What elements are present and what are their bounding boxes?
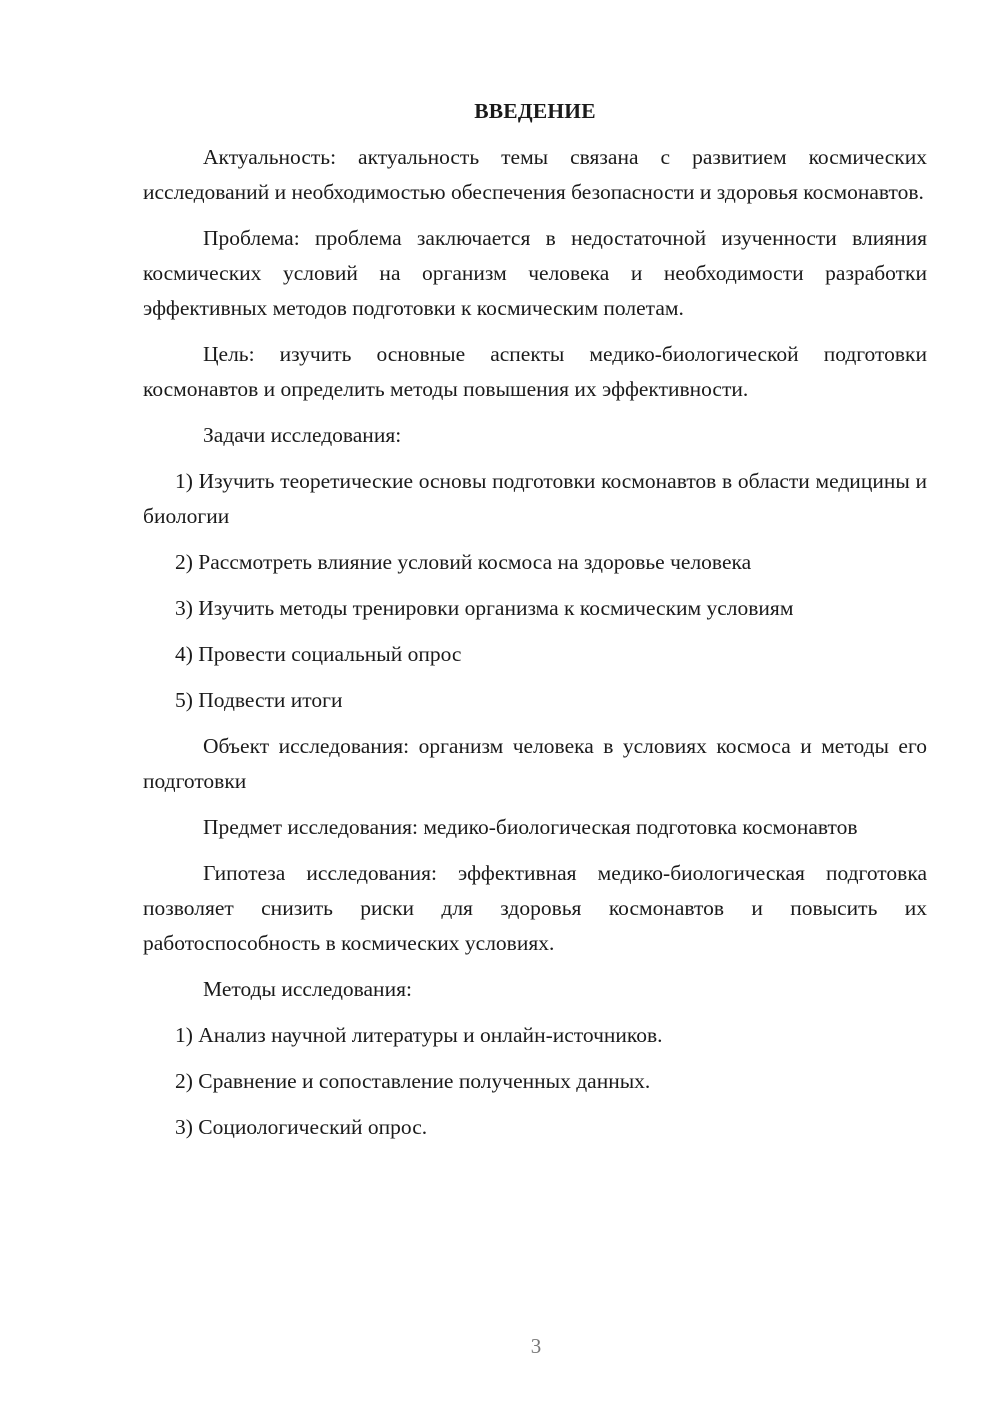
page-content xyxy=(143,94,927,1156)
method-item-3: 3) Социологический опрос. xyxy=(175,1115,428,1139)
method-item-1: 1) Анализ научной литературы и онлайн-источников. xyxy=(175,1023,663,1047)
task-item-5: 5) Подвести итоги xyxy=(175,688,343,712)
page-number: 3 xyxy=(530,1334,542,1358)
paragraph-problem: Проблема: проблема заключается в недостаточной изученности влияния космических условий на организм человека и необходимости разработки эффективных методов подготовки к космическим полетам. xyxy=(143,226,927,320)
paragraph-goal: Цель: изучить основные аспекты медико-биологической подготовки космонавтов и определить методы повышения их эффективности. xyxy=(143,342,927,401)
task-item-2: 2) Рассмотреть влияние условий космоса на здоровье человека xyxy=(175,550,752,574)
tasks-heading: Задачи исследования: xyxy=(203,423,402,447)
methods-heading: Методы исследования: xyxy=(203,977,412,1001)
task-item-3: 3) Изучить методы тренировки организма к космическим условиям xyxy=(175,596,794,620)
task-item-4: 4) Провести социальный опрос xyxy=(175,642,462,666)
paragraph-subject: Предмет исследования: медико-биологическая подготовка космонавтов xyxy=(203,815,858,839)
task-item-1: 1) Изучить теоретические основы подготовки космонавтов в области медицины и биологии xyxy=(143,469,927,528)
page-title: ВВЕДЕНИЕ xyxy=(474,99,596,123)
method-item-2: 2) Сравнение и сопоставление полученных данных. xyxy=(175,1069,651,1093)
paragraph-hypothesis: Гипотеза исследования: эффективная медико-биологическая подготовка позволяет снизить риски для здоровья космонавтов и повысить их работоспособность в космических условиях. xyxy=(143,861,927,955)
paragraph-relevance: Актуальность: актуальность темы связана с развитием космических исследований и необходимостью обеспечения безопасности и здоровья космонавтов. xyxy=(143,145,927,204)
paragraph-object: Объект исследования: организм человека в условиях космоса и методы его подготовки xyxy=(143,734,927,793)
